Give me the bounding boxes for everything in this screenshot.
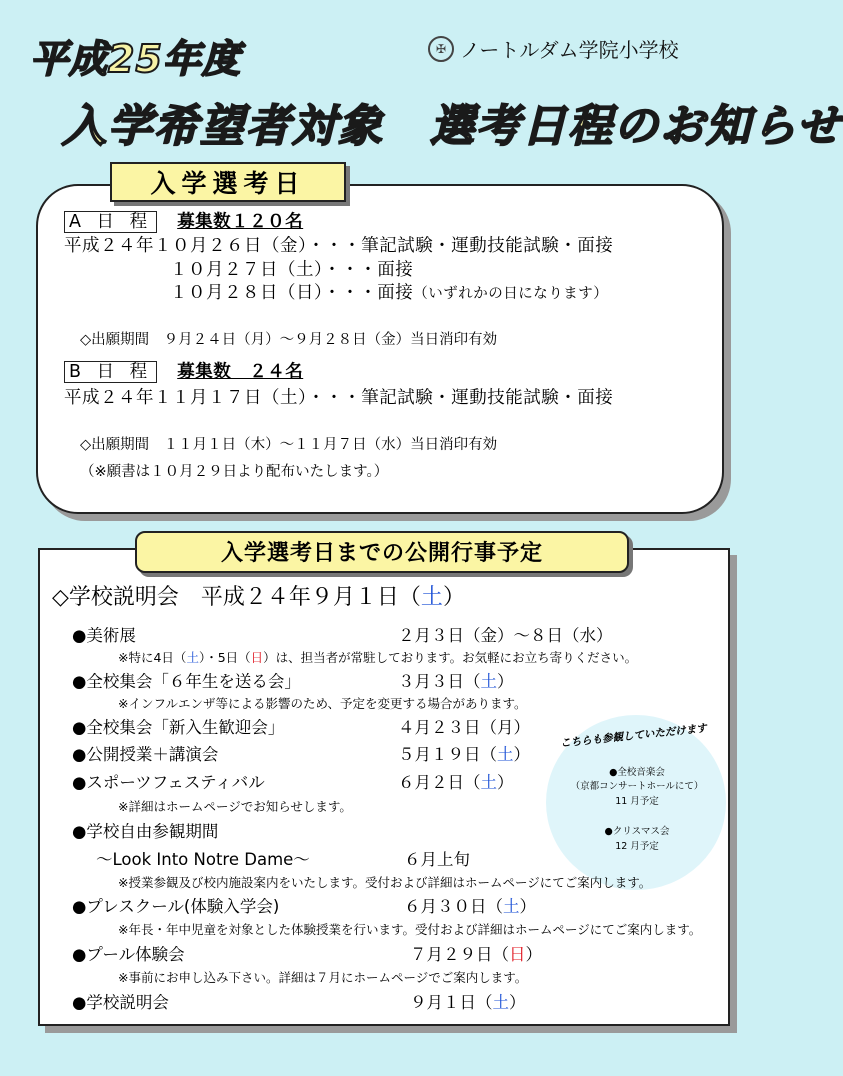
- event-free-visit-note: ※授業参観及び校内施設案内をいたします。受付および詳細はホームページにてご案内します。: [118, 875, 652, 890]
- event-sports-festival-note: ※詳細はホームページでお知らせします。: [118, 799, 352, 814]
- date-part: ）: [497, 672, 514, 691]
- headline-close: ）: [442, 585, 465, 610]
- date-part: ５月１９日（: [398, 745, 497, 764]
- date-part: ）: [525, 945, 542, 964]
- event-school-briefing: ●学校説明会: [72, 993, 169, 1012]
- event-welcome-assembly-date: ４月２３日（月）: [398, 718, 530, 737]
- note-sun: 日: [250, 650, 264, 665]
- b-capacity: 募集数 ２４名: [177, 362, 304, 382]
- event-pool-note: ※事前にお申し込み下さい。詳細は７月にホームページでご案内します。: [118, 970, 528, 985]
- event-open-class: ●公開授業＋講演会: [72, 745, 219, 764]
- note-part: ※特に4日（: [118, 650, 187, 665]
- b-schedule-header: [64, 358, 303, 383]
- event-sports-festival-date: [398, 769, 514, 793]
- date-day: 土: [480, 672, 497, 691]
- note-part: ）・5日（: [198, 650, 251, 665]
- event-art-exhibition: ●美術展: [72, 626, 136, 645]
- exam-section-label: 入学選考日: [110, 162, 346, 202]
- school-name: ノートルダム学院小学校: [460, 38, 679, 62]
- date-day: 土: [497, 745, 514, 764]
- date-part: ）: [513, 745, 530, 764]
- event-farewell-assembly: ●全校集会「６年生を送る会」: [72, 672, 301, 691]
- event-art-exhibition-date: ２月３日（金）～８日（水）: [398, 626, 613, 645]
- date-part: ）: [497, 773, 514, 792]
- event-preschool: ●プレスクール(体験入学会): [72, 897, 280, 916]
- event-preschool-date: [404, 893, 536, 917]
- event-school-briefing-date: [410, 989, 526, 1013]
- b-schedule-label: B 日 程: [64, 361, 157, 383]
- title-year: 平成25年度: [30, 37, 241, 81]
- event-pool-date: [410, 941, 542, 965]
- extra-events-heading: こちらも参観していただけます: [559, 722, 708, 750]
- a-schedule-label: A 日 程: [64, 211, 157, 233]
- a-capacity: 募集数１２０名: [177, 212, 304, 232]
- event-art-exhibition-note: [118, 648, 637, 666]
- headline-day: 土: [420, 585, 443, 610]
- extra-event-christmas: ●クリスマス会: [604, 826, 670, 837]
- headline-text: ◇学校説明会 平成２４年９月１日（: [52, 585, 421, 610]
- b-application-note: （※願書は１０月２９日より配布いたします。）: [80, 464, 389, 480]
- b-schedule-line-1: 平成２４年１１月１７日（土）・・・筆記試験・運動技能試験・面接: [64, 388, 614, 408]
- event-farewell-assembly-note: ※インフルエンザ等による影響のため、予定を変更する場合があります。: [118, 696, 527, 711]
- school-logo: [428, 34, 679, 63]
- events-headline: [52, 580, 465, 611]
- a-schedule-line-3-note: （いずれかの日になります）: [413, 286, 609, 302]
- date-day: 土: [503, 897, 520, 916]
- a-schedule-line-3-main: １０月２８日（日）・・・面接: [170, 283, 414, 303]
- date-part: ）: [519, 897, 536, 916]
- a-schedule-line-1: 平成２４年１０月２６日（金）・・・筆記試験・運動技能試験・面接: [64, 236, 614, 256]
- event-sports-festival: ●スポーツフェスティバル: [72, 773, 265, 792]
- event-pool: ●プール体験会: [72, 945, 185, 964]
- event-free-visit: ●学校自由参観期間: [72, 822, 219, 841]
- event-preschool-note: ※年長・年中児童を対象とした体験授業を行います。受付および詳細はホームページにてご案内します。: [118, 922, 702, 937]
- event-open-class-date: [398, 741, 530, 765]
- event-free-visit-date: ６月上旬: [404, 850, 470, 869]
- b-application-period: ◇出願期間 １１月１日（木）～１１月７日（水）当日消印有効: [80, 437, 498, 453]
- a-schedule-line-2: １０月２７日（土）・・・面接: [170, 260, 414, 280]
- a-schedule-header: [64, 208, 303, 233]
- extra-event-concert: ●全校音楽会: [609, 767, 665, 778]
- page-title: 入学希望者対象 選考日程のお知らせ: [62, 101, 843, 152]
- event-farewell-assembly-date: [398, 668, 514, 692]
- date-part: ６月３０日（: [404, 897, 503, 916]
- date-part: ６月２日（: [398, 773, 481, 792]
- extra-event-christmas-date: 12 月予定: [615, 841, 659, 852]
- date-day: 土: [480, 773, 497, 792]
- a-schedule-line-3: [170, 279, 608, 304]
- date-part: ）: [509, 993, 526, 1012]
- extra-event-concert-place: （京都コンサートホールにて）: [570, 781, 704, 792]
- events-section-label: 入学選考日までの公開行事予定: [135, 531, 629, 573]
- event-free-visit-subtitle: ～Look Into Notre Dame～: [96, 850, 310, 869]
- note-sat: 土: [186, 650, 199, 665]
- date-part: ３月３日（: [398, 672, 481, 691]
- note-part: ）は、担当者が常駐しております。お気軽にお立ち寄りください。: [263, 650, 638, 665]
- date-part: ９月１日（: [410, 993, 493, 1012]
- a-application-period: ◇出願期間 ９月２４日（月）～９月２８日（金）当日消印有効: [80, 332, 498, 348]
- school-seal-icon: ✠: [428, 36, 454, 62]
- date-part: ７月２９日（: [410, 945, 509, 964]
- date-day: 土: [492, 993, 509, 1012]
- extra-event-concert-date: 11 月予定: [615, 796, 659, 807]
- event-welcome-assembly: ●全校集会「新入生歓迎会」: [72, 718, 285, 737]
- date-day: 日: [509, 945, 526, 964]
